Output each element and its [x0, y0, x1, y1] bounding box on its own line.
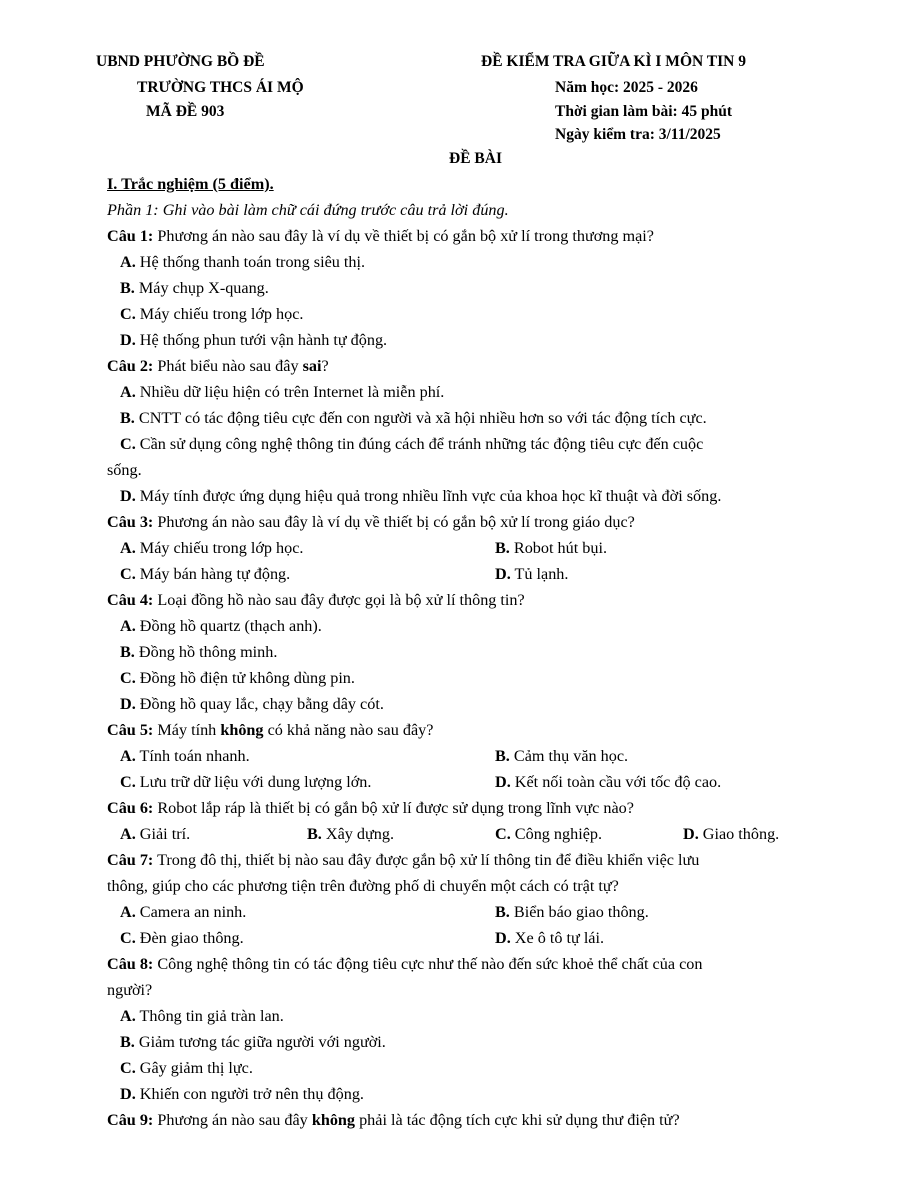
option-b: B. Giảm tương tác giữa người với người.	[120, 1033, 386, 1051]
option-c: C. Gây giảm thị lực.	[120, 1059, 253, 1077]
options-row	[107, 821, 857, 847]
part-instruction: Phần 1: Ghi vào bài làm chữ cái đứng trước câu trả lời đúng.	[107, 201, 509, 219]
option-c: C. Cần sử dụng công nghệ thông tin đúng cách để tránh những tác động tiêu cực đến cuộc	[120, 435, 704, 453]
question-1	[107, 223, 857, 249]
option-d: D. Giao thông.	[683, 825, 780, 843]
options-row	[107, 743, 857, 769]
exam-content	[107, 171, 857, 1133]
option-b: B. Robot hút bụi.	[495, 539, 607, 557]
option-b: B. Cảm thụ văn học.	[495, 747, 629, 765]
option-b: B. CNTT có tác động tiêu cực đến con người và xã hội nhiều hơn so với tác động tích cực.	[120, 409, 707, 427]
option-b: B. Xây dựng.	[307, 825, 395, 843]
option-d: D. Kết nối toàn cầu với tốc độ cao.	[495, 773, 722, 791]
option-a: A. Nhiều dữ liệu hiện có trên Internet là miễn phí.	[120, 383, 445, 401]
option-a: A. Đồng hồ quartz (thạch anh).	[120, 617, 322, 635]
option-c: C. Đồng hồ điện tử không dùng pin.	[120, 669, 355, 687]
option-b: B. Máy chụp X-quang.	[120, 279, 269, 297]
question-5: Câu 5: Máy tính không có khả năng nào sau đây?	[107, 721, 434, 739]
option-c: C. Máy bán hàng tự động.	[120, 565, 291, 583]
option-a: A. Giải trí.	[120, 825, 191, 843]
option-a: A. Tính toán nhanh.	[120, 747, 250, 765]
option-c: C. Máy chiếu trong lớp học.	[120, 305, 304, 323]
header-de-bai: ĐỀ BÀI	[449, 150, 502, 167]
options-row	[107, 925, 857, 951]
option-d: D. Hệ thống phun tưới vận hành tự động.	[120, 331, 388, 349]
option-c: C. Công nghiệp.	[495, 825, 603, 843]
question-2: Câu 2: Phát biểu nào sau đây sai?	[107, 357, 329, 375]
option-a: A. Thông tin giả tràn lan.	[120, 1007, 284, 1025]
question-text: Phương án nào sau đây là ví dụ về thiết bị có gắn bộ xử lí trong thương mại?	[153, 227, 654, 245]
question-8: Câu 8: Công nghệ thông tin có tác động tiêu cực như thế nào đến sức khoẻ thể chất của con	[107, 955, 703, 973]
question-3: Câu 3: Phương án nào sau đây là ví dụ về thiết bị có gắn bộ xử lí trong giáo dục?	[107, 513, 635, 531]
option-d: D. Đồng hồ quay lắc, chạy bằng dây cót.	[120, 695, 384, 713]
option-b: B. Đồng hồ thông minh.	[120, 643, 278, 661]
option-c-continued: sống.	[107, 461, 142, 479]
option-d: D. Khiến con người trở nên thụ động.	[120, 1085, 364, 1103]
question-8-continued: người?	[107, 981, 153, 999]
option-b: B. Biển báo giao thông.	[495, 903, 649, 921]
question-7-continued: thông, giúp cho các phương tiện trên đường phố di chuyển một cách có trật tự?	[107, 877, 619, 895]
option-c: C. Đèn giao thông.	[120, 929, 244, 947]
options-row	[107, 535, 857, 561]
header-exam-title: ĐỀ KIỂM TRA GIỮA KÌ I MÔN TIN 9	[481, 53, 746, 70]
question-7: Câu 7: Trong đô thị, thiết bị nào sau đây được gắn bộ xử lí thông tin để điều khiển việc lưu	[107, 851, 700, 869]
header-school: TRƯỜNG THCS ÁI MỘ	[137, 79, 304, 96]
question-9: Câu 9: Phương án nào sau đây không phải là tác động tích cực khi sử dụng thư điện tử?	[107, 1111, 680, 1129]
option-a: A. Máy chiếu trong lớp học.	[120, 539, 304, 557]
question-6: Câu 6: Robot lắp ráp là thiết bị có gắn bộ xử lí được sử dụng trong lĩnh vực nào?	[107, 799, 634, 817]
option-c: C. Lưu trữ dữ liệu với dung lượng lớn.	[120, 773, 372, 791]
options-row	[107, 769, 857, 795]
header-exam-date: Ngày kiểm tra: 3/11/2025	[555, 126, 721, 143]
option-a: A. Camera an ninh.	[120, 903, 247, 921]
section-title: I. Trắc nghiệm (5 điểm).	[107, 175, 274, 193]
option-d: D. Tủ lạnh.	[495, 565, 569, 583]
option-d: D. Máy tính được ứng dụng hiệu quả trong nhiều lĩnh vực của khoa học kĩ thuật và đời sống.	[120, 487, 722, 505]
option-d: D. Xe ô tô tự lái.	[495, 929, 605, 947]
options-row	[107, 899, 857, 925]
header-school-year: Năm học: 2025 - 2026	[555, 79, 698, 96]
options-row	[107, 561, 857, 587]
question-4: Câu 4: Loại đồng hồ nào sau đây được gọi là bộ xử lí thông tin?	[107, 591, 525, 609]
question-label: Câu 1:	[107, 227, 154, 245]
header-duration: Thời gian làm bài: 45 phút	[555, 103, 732, 120]
header-exam-code: MÃ ĐỀ 903	[146, 103, 225, 120]
header-ward: UBND PHƯỜNG BỒ ĐỀ	[96, 53, 265, 70]
option-a: A. Hệ thống thanh toán trong siêu thị.	[120, 253, 366, 271]
